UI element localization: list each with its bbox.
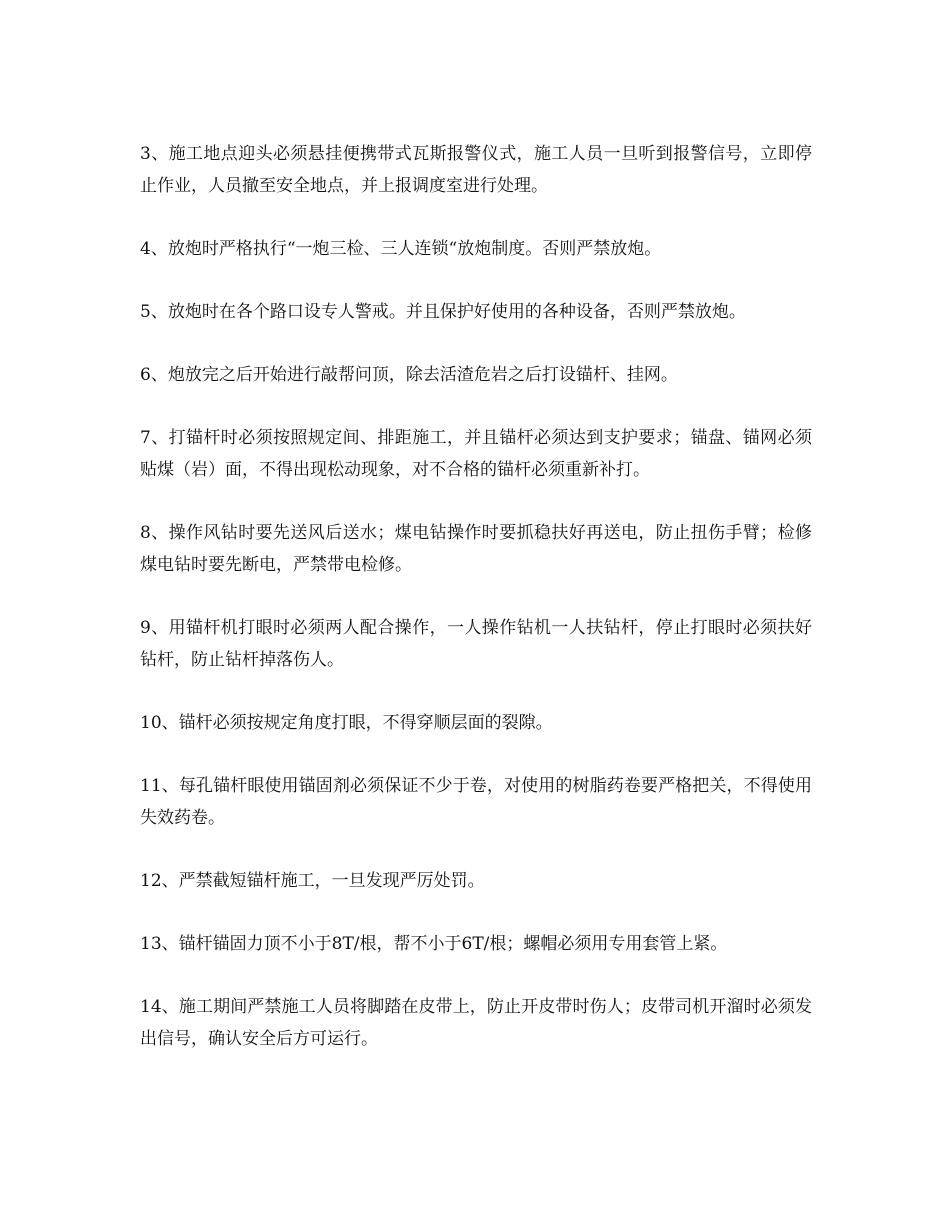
paragraph-item-9: 9、用锚杆机打眼时必须两人配合操作，一人操作钻机一人扶钻杆，停止打眼时必须扶好钻杆，防止钻杆掉落伤人。 <box>140 618 812 670</box>
paragraph-item-7: 7、打锚杆时必须按照规定间、排距施工，并且锚杆必须达到支护要求；锚盘、锚网必须贴煤（岩）面，不得出现松动现象，对不合格的锚杆必须重新补打。 <box>140 428 812 480</box>
paragraph-item-13: 13、锚杆锚固力顶不小于8T/根，帮不小于6T/根；螺帽必须用专用套管上紧。 <box>140 934 728 954</box>
paragraph-item-12: 12、严禁截短锚杆施工，一旦发现严厉处罚。 <box>140 871 485 891</box>
paragraph-item-5: 5、放炮时在各个路口设专人警戒。并且保护好使用的各种设备，否则严禁放炮。 <box>140 302 746 322</box>
paragraph-item-8: 8、操作风钻时要先送风后送水；煤电钻操作时要抓稳扶好再送电，防止扭伤手臂；检修煤电钻时要先断电，严禁带电检修。 <box>140 523 812 575</box>
paragraph-item-11: 11、每孔锚杆眼使用锚固剂必须保证不少于卷，对使用的树脂药卷要严格把关，不得使用失效药卷。 <box>140 776 812 828</box>
paragraph-item-4: 4、放炮时严格执行“一炮三检、三人连锁“放炮制度。否则严禁放炮。 <box>140 239 662 259</box>
paragraph-item-3: 3、施工地点迎头必须悬挂便携带式瓦斯报警仪式，施工人员一旦听到报警信号，立即停止作业，人员撤至安全地点，并上报调度室进行处理。 <box>140 144 812 196</box>
document-body <box>140 138 812 1086</box>
paragraph-item-10: 10、锚杆必须按规定角度打眼，不得穿顺层面的裂隙。 <box>140 713 553 733</box>
paragraph-item-6: 6、炮放完之后开始进行敲帮问顶，除去活渣危岩之后打设锚杆、挂网。 <box>140 365 678 385</box>
paragraph-item-14: 14、施工期间严禁施工人员将脚踏在皮带上，防止开皮带时伤人；皮带司机开溜时必须发出信号，确认安全后方可运行。 <box>140 997 812 1049</box>
